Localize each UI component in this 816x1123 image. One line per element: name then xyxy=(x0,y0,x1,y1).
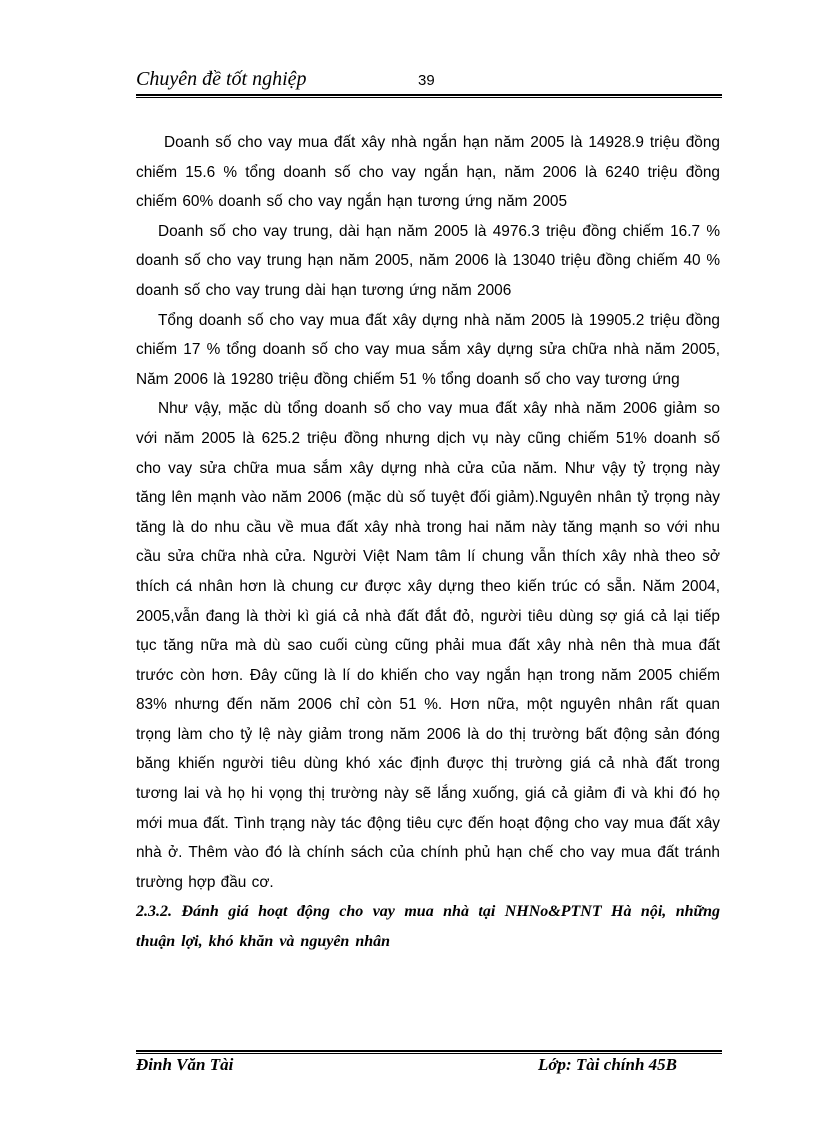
paragraph-analysis: Như vậy, mặc dù tổng doanh số cho vay mua đất xây nhà năm 2006 giảm so với năm 2005 là 625.2 triệu đồng nhưng dịch vụ này cũng chiếm 51% doanh số cho vay sửa chữa mua sắm xây dựng nhà cửa của năm. Như vậy tỷ trọng này tăng lên mạnh vào năm 2006 (mặc dù số tuyệt đối giảm).Nguyên nhân tỷ trọng này tăng là do nhu cầu về mua đất xây nhà trong hai năm này tăng mạnh so với nhu cầu sửa chữa nhà cửa. Người Việt Nam tâm lí chung vẫn thích xây nhà theo sở thích cá nhân hơn là chung cư được xây dựng theo kiến trúc có sẵn. Năm 2004, 2005,vẫn đang là thời kì giá cả nhà đất đắt đỏ, người tiêu dùng sợ giá cả lại tiếp tục tăng nữa mà dù sao cuối cùng cũng phải mua đất xây nhà nên thà mua đất trước còn hơn. Đây cũng là lí do khiến cho vay ngắn hạn trong năm 2005 chiếm 83% nhưng đến năm 2006 chỉ còn 51 %. Hơn nữa, một nguyên nhân rất quan trọng làm cho tỷ lệ này giảm trong năm 2006 là do thị trường bất động sản đóng băng khiến người tiêu dùng khó xác định được thị trường giá cả nhà đất trong tương lai và họ hi vọng thị trường này sẽ lắng xuống, giá cả giảm đi và khi đó họ mới mua đất. Tình trạng này tác động tiêu cực đến hoạt động cho vay mua đất xây nhà ở. Thêm vào đó là chính sách của chính phủ hạn chế cho vay mua đất tránh trường hợp đầu cơ. xyxy=(136,400,720,891)
paragraph-short-term-loans: Doanh số cho vay mua đất xây nhà ngắn hạn năm 2005 là 14928.9 triệu đồng chiếm 15.6 % tổng doanh số cho vay ngắn hạn, năm 2006 là 6240 triệu đồng chiếm 60% doanh số cho vay ngắn hạn tương ứng năm 2005 xyxy=(136,134,720,211)
page-body xyxy=(136,128,720,957)
section-heading: 2.3.2. Đánh giá hoạt động cho vay mua nhà tại NHNo&PTNT Hà nội, những thuận lợi, khó khăn và nguyên nhân xyxy=(136,903,720,951)
footer-author: Đinh Văn Tài xyxy=(136,1055,234,1074)
footer-divider-thin xyxy=(136,1053,722,1054)
paragraph-medium-long-term-loans: Doanh số cho vay trung, dài hạn năm 2005 là 4976.3 triệu đồng chiếm 16.7 % doanh số cho vay trung hạn năm 2005, năm 2006 là 13040 triệu đồng chiếm 40 % doanh số cho vay trung dài hạn tương ứng năm 2006 xyxy=(136,222,720,299)
paragraph-total-loans: Tổng doanh số cho vay mua đất xây dựng nhà năm 2005 là 19905.2 triệu đồng chiếm 17 % tổng doanh số cho vay mua sắm xây dựng sửa chữa nhà năm 2005, Năm 2006 là 19280 triệu đồng chiếm 51 % tổng doanh số cho vay tương ứng xyxy=(136,311,720,388)
page-number: 39 xyxy=(418,72,435,89)
header-divider xyxy=(136,94,722,96)
document-title: Chuyên đề tốt nghiệp xyxy=(136,68,307,90)
header-divider-thin xyxy=(136,97,722,98)
footer-class: Lớp: Tài chính 45B xyxy=(538,1055,677,1074)
footer-divider xyxy=(136,1050,722,1052)
page-header xyxy=(136,66,722,94)
